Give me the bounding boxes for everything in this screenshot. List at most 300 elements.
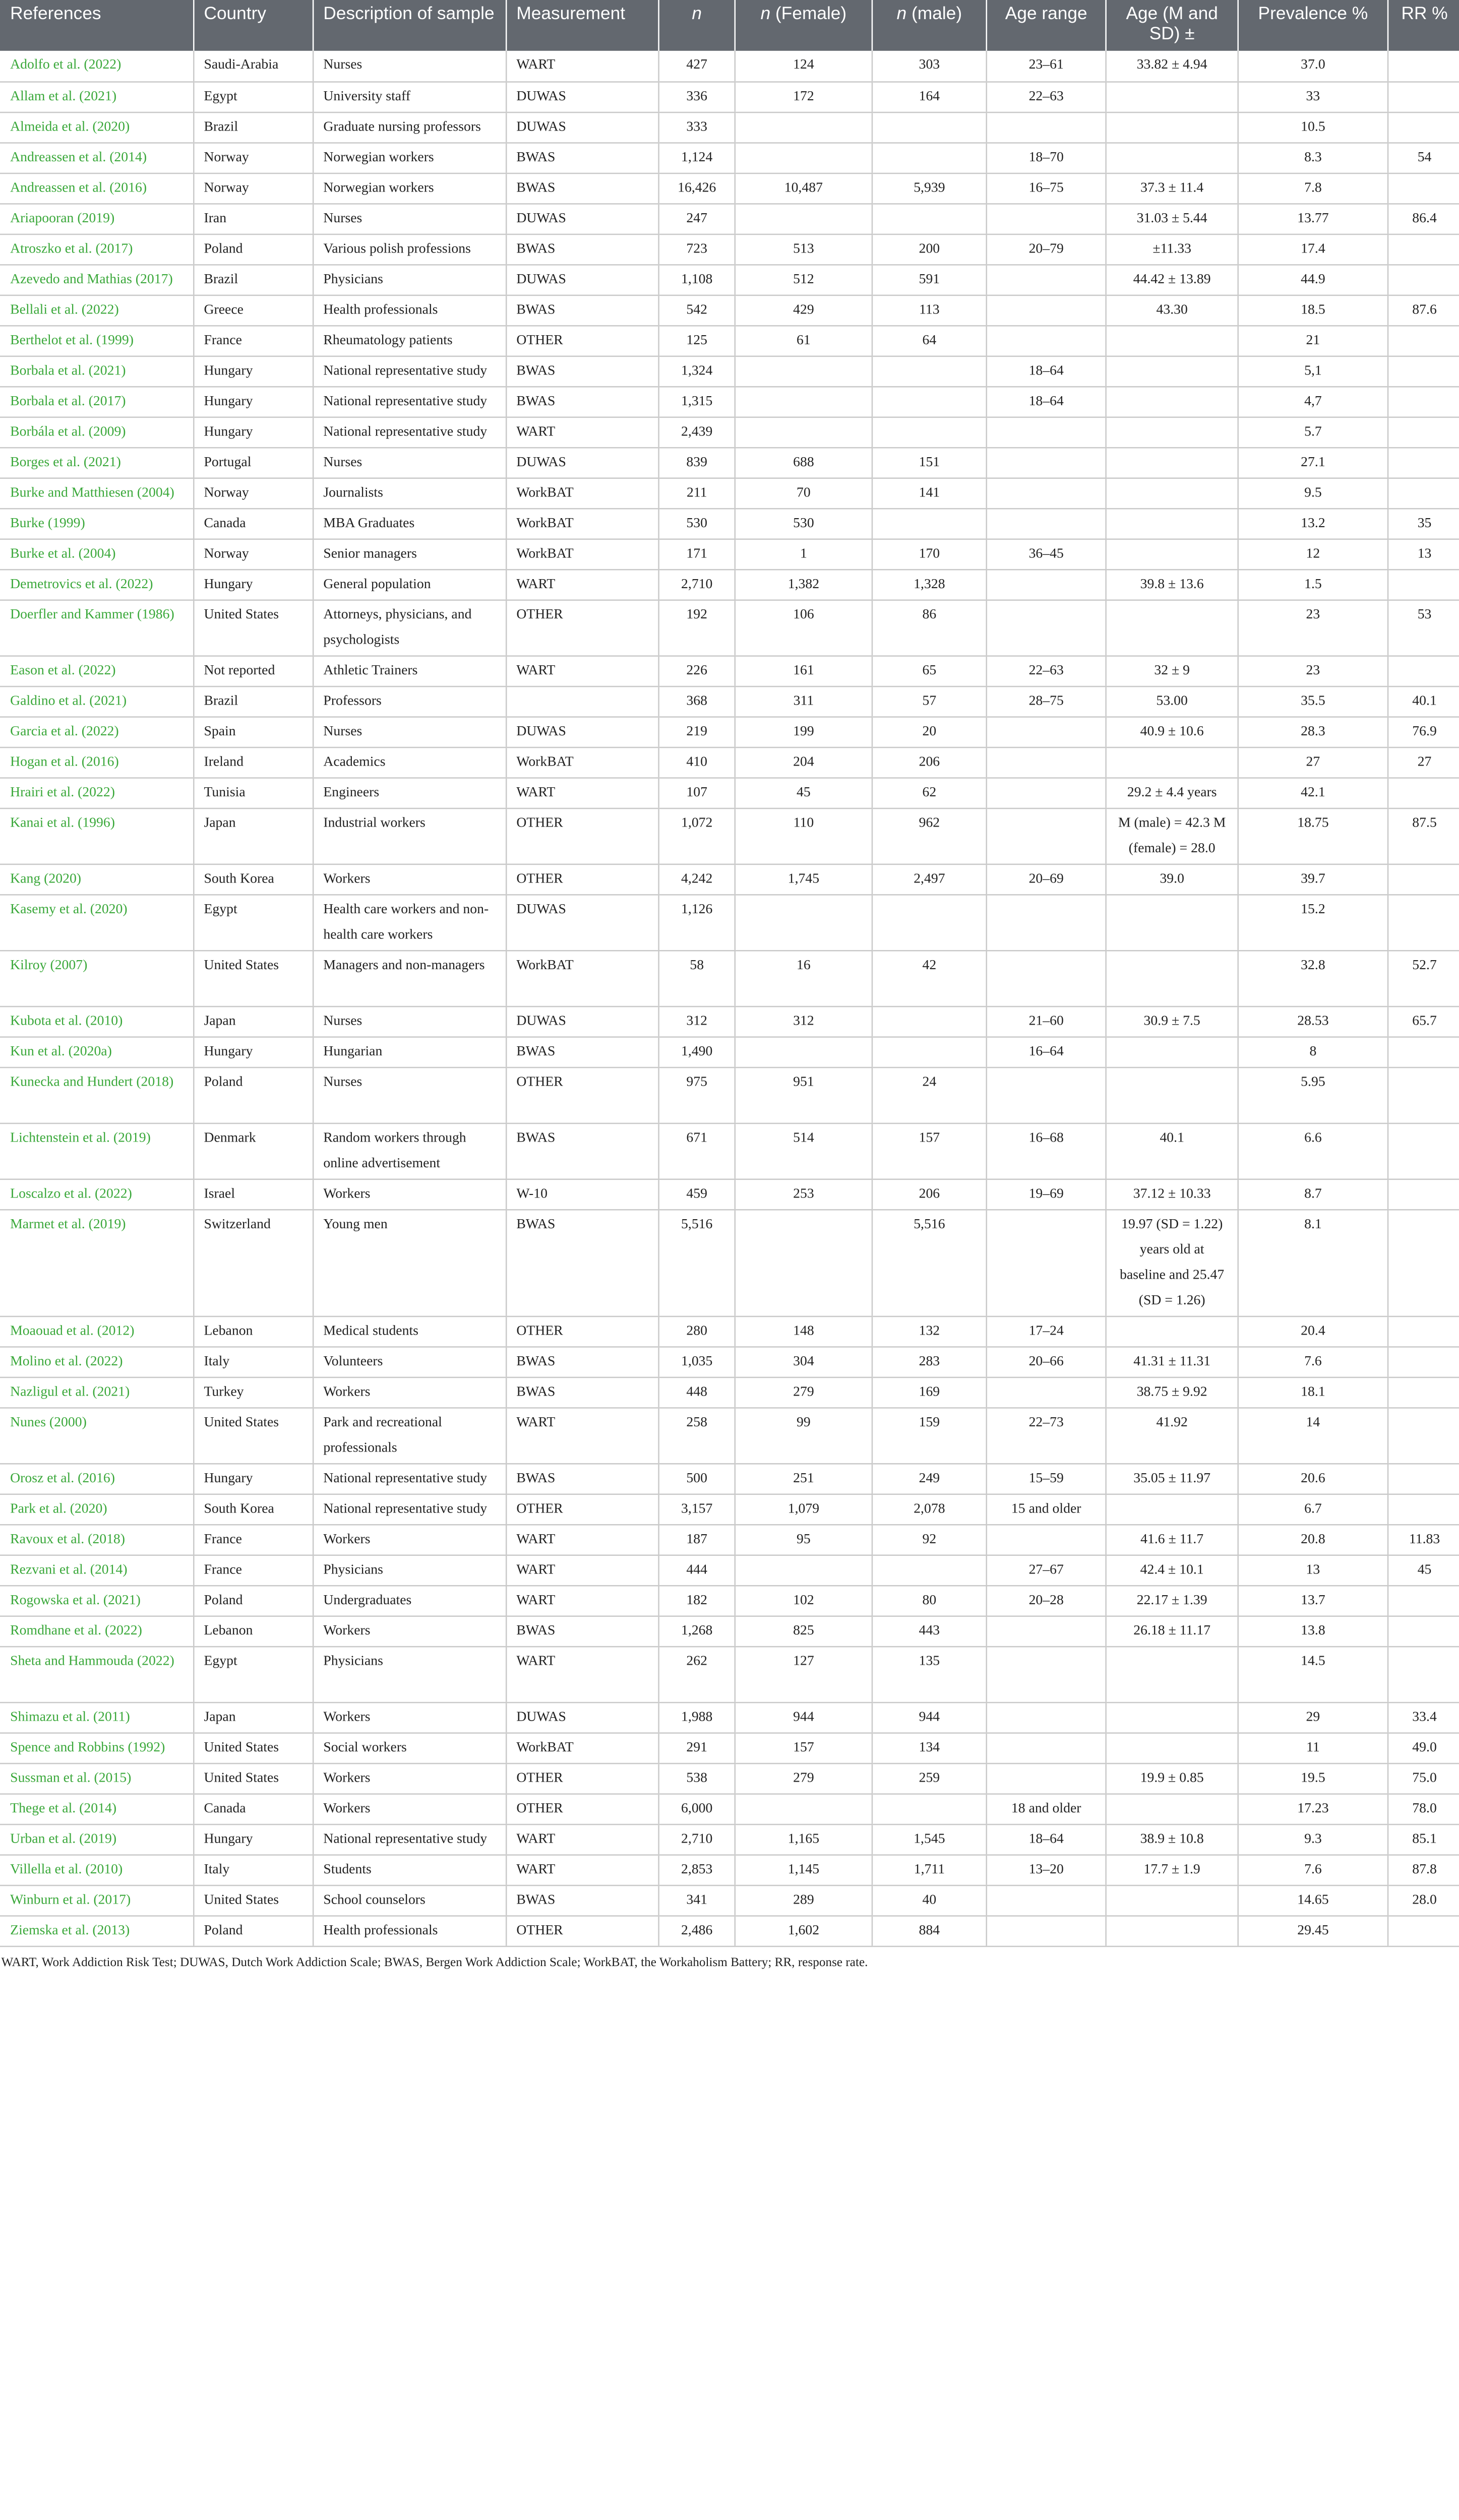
header-rr[interactable]: RR % (1387, 0, 1459, 51)
cell-country: United States (193, 1885, 313, 1915)
cell-prevalence: 14 (1237, 1407, 1387, 1463)
cell-reference[interactable]: Galdino et al. (2021) (0, 686, 193, 716)
cell-n-female: 311 (735, 686, 872, 716)
cell-n: 444 (658, 1554, 734, 1585)
cell-rr: 35 (1387, 508, 1459, 538)
cell-prevalence: 8 (1237, 1036, 1387, 1066)
cell-rr: 53 (1387, 599, 1459, 655)
cell-n: 211 (658, 478, 734, 508)
cell-n-male: 42 (872, 950, 986, 1006)
cell-measurement: BWAS (506, 1209, 658, 1316)
cell-n-female: 10,487 (735, 173, 872, 203)
cell-measurement: DUWAS (506, 112, 658, 142)
cell-rr: 54 (1387, 142, 1459, 172)
cell-reference[interactable]: Loscalzo et al. (2022) (0, 1179, 193, 1209)
cell-reference[interactable]: Villella et al. (2010) (0, 1854, 193, 1884)
cell-rr (1387, 112, 1459, 142)
cell-country: Hungary (193, 1824, 313, 1854)
cell-description: Engineers (313, 777, 506, 807)
cell-country: Norway (193, 173, 313, 203)
cell-age-range (986, 716, 1106, 746)
cell-age-msd (1105, 356, 1237, 386)
cell-measurement: WART (506, 777, 658, 807)
table-row (0, 716, 1459, 746)
cell-measurement: OTHER (506, 1067, 658, 1123)
cell-measurement: OTHER (506, 1793, 658, 1823)
cell-description: Workers (313, 1793, 506, 1823)
cell-prevalence: 33 (1237, 81, 1387, 111)
cell-n-male: 303 (872, 51, 986, 81)
cell-reference[interactable]: Kubota et al. (2010) (0, 1006, 193, 1036)
cell-n-male (872, 508, 986, 538)
cell-age-range: 22–63 (986, 81, 1106, 111)
cell-n-female (735, 203, 872, 233)
cell-n-female: 16 (735, 950, 872, 1006)
cell-reference[interactable]: Burke (1999) (0, 508, 193, 538)
cell-measurement: OTHER (506, 1915, 658, 1945)
cell-country: Canada (193, 1793, 313, 1823)
cell-age-range: 22–63 (986, 655, 1106, 685)
table-row (0, 1854, 1459, 1884)
cell-n-female: 514 (735, 1123, 872, 1179)
cell-n: 171 (658, 538, 734, 569)
cell-description: National representative study (313, 356, 506, 386)
cell-reference[interactable]: Hogan et al. (2016) (0, 747, 193, 777)
cell-n-male (872, 894, 986, 950)
cell-reference[interactable]: Thege et al. (2014) (0, 1793, 193, 1823)
cell-prevalence: 28.3 (1237, 716, 1387, 746)
cell-reference[interactable]: Shimazu et al. (2011) (0, 1702, 193, 1732)
cell-country: United States (193, 1732, 313, 1762)
cell-n-male: 206 (872, 747, 986, 777)
cell-prevalence: 23 (1237, 655, 1387, 685)
cell-reference[interactable]: Burke and Matthiesen (2004) (0, 478, 193, 508)
cell-n-male (872, 417, 986, 447)
cell-description: Senior managers (313, 538, 506, 569)
cell-reference[interactable]: Garcia et al. (2022) (0, 716, 193, 746)
cell-rr: 28.0 (1387, 1885, 1459, 1915)
cell-reference[interactable]: Eason et al. (2022) (0, 655, 193, 685)
cell-age-range: 36–45 (986, 538, 1106, 569)
cell-reference[interactable]: Almeida et al. (2020) (0, 112, 193, 142)
cell-age-msd: 53.00 (1105, 686, 1237, 716)
cell-measurement: OTHER (506, 808, 658, 864)
cell-age-msd: 44.42 ± 13.89 (1105, 264, 1237, 294)
cell-age-range: 20–66 (986, 1346, 1106, 1376)
cell-description: MBA Graduates (313, 508, 506, 538)
cell-description: General population (313, 569, 506, 599)
cell-age-range (986, 295, 1106, 325)
cell-n: 182 (658, 1585, 734, 1615)
cell-n: 459 (658, 1179, 734, 1209)
cell-rr (1387, 356, 1459, 386)
header-n[interactable]: n (658, 0, 734, 51)
cell-n: 247 (658, 203, 734, 233)
cell-n: 262 (658, 1646, 734, 1702)
cell-description: University staff (313, 81, 506, 111)
cell-age-range: 23–61 (986, 51, 1106, 81)
cell-reference[interactable]: Sheta and Hammouda (2022) (0, 1646, 193, 1702)
cell-age-range: 16–68 (986, 1123, 1106, 1179)
cell-reference[interactable]: Azevedo and Mathias (2017) (0, 264, 193, 294)
table-row (0, 447, 1459, 477)
header-measurement[interactable]: Measurement (506, 0, 658, 51)
cell-description: Health professionals (313, 295, 506, 325)
cell-n-male: 134 (872, 1732, 986, 1762)
cell-n-female: 951 (735, 1067, 872, 1123)
cell-rr: 87.8 (1387, 1854, 1459, 1884)
cell-reference[interactable]: Ariapooran (2019) (0, 203, 193, 233)
cell-age-msd: 42.4 ± 10.1 (1105, 1554, 1237, 1585)
table-row (0, 356, 1459, 386)
cell-country: Japan (193, 1006, 313, 1036)
cell-country: Poland (193, 1915, 313, 1945)
table-row (0, 1067, 1459, 1123)
table-row (0, 569, 1459, 599)
cell-reference[interactable]: Moaouad et al. (2012) (0, 1316, 193, 1346)
cell-n: 3,157 (658, 1494, 734, 1524)
header-description[interactable]: Description of sample (313, 0, 506, 51)
cell-reference[interactable]: Kanai et al. (1996) (0, 808, 193, 864)
cell-n-female (735, 894, 872, 950)
cell-reference[interactable]: Bellali et al. (2022) (0, 295, 193, 325)
cell-n-female: 312 (735, 1006, 872, 1036)
cell-n-male: 443 (872, 1615, 986, 1646)
cell-rr (1387, 478, 1459, 508)
cell-n-female: 253 (735, 1179, 872, 1209)
cell-reference[interactable]: Kasemy et al. (2020) (0, 894, 193, 950)
cell-description: National representative study (313, 1824, 506, 1854)
cell-prevalence: 8.7 (1237, 1179, 1387, 1209)
cell-reference[interactable]: Nunes (2000) (0, 1407, 193, 1463)
cell-age-msd: 41.6 ± 11.7 (1105, 1524, 1237, 1554)
cell-rr (1387, 1615, 1459, 1646)
cell-age-msd (1105, 508, 1237, 538)
cell-age-range: 13–20 (986, 1854, 1106, 1884)
cell-age-range: 27–67 (986, 1554, 1106, 1585)
cell-reference[interactable]: Romdhane et al. (2022) (0, 1615, 193, 1646)
cell-rr (1387, 1463, 1459, 1493)
cell-age-range (986, 264, 1106, 294)
cell-n: 192 (658, 599, 734, 655)
cell-country: Brazil (193, 686, 313, 716)
cell-prevalence: 32.8 (1237, 950, 1387, 1006)
cell-country: Ireland (193, 747, 313, 777)
cell-reference[interactable]: Kun et al. (2020a) (0, 1036, 193, 1066)
cell-n-female: 102 (735, 1585, 872, 1615)
cell-rr: 75.0 (1387, 1763, 1459, 1793)
cell-measurement: WART (506, 1824, 658, 1854)
cell-reference[interactable]: Winburn et al. (2017) (0, 1885, 193, 1915)
table-row (0, 1585, 1459, 1615)
table-row (0, 1524, 1459, 1554)
cell-n: 2,439 (658, 417, 734, 447)
table-row (0, 51, 1459, 81)
cell-country: Hungary (193, 1036, 313, 1066)
cell-rr: 76.9 (1387, 716, 1459, 746)
cell-rr (1387, 1067, 1459, 1123)
cell-n: 839 (658, 447, 734, 477)
cell-prevalence: 13 (1237, 1554, 1387, 1585)
cell-reference[interactable]: Ziemska et al. (2013) (0, 1915, 193, 1945)
cell-reference[interactable]: Burke et al. (2004) (0, 538, 193, 569)
cell-n: 2,486 (658, 1915, 734, 1945)
cell-n: 6,000 (658, 1793, 734, 1823)
cell-n-female (735, 1036, 872, 1066)
cell-n-female: 157 (735, 1732, 872, 1762)
cell-reference[interactable]: Kilroy (2007) (0, 950, 193, 1006)
cell-rr (1387, 234, 1459, 264)
cell-prevalence: 7.6 (1237, 1854, 1387, 1884)
cell-n-female: 1,079 (735, 1494, 872, 1524)
cell-prevalence: 37.0 (1237, 51, 1387, 81)
cell-prevalence: 17.23 (1237, 1793, 1387, 1823)
cell-age-msd (1105, 538, 1237, 569)
cell-age-msd: 39.8 ± 13.6 (1105, 569, 1237, 599)
cell-reference[interactable]: Nazligul et al. (2021) (0, 1377, 193, 1407)
cell-reference[interactable]: Lichtenstein et al. (2019) (0, 1123, 193, 1179)
cell-reference[interactable]: Kunecka and Hundert (2018) (0, 1067, 193, 1123)
cell-country: Denmark (193, 1123, 313, 1179)
cell-reference[interactable]: Berthelot et al. (1999) (0, 325, 193, 355)
cell-reference[interactable]: Rogowska et al. (2021) (0, 1585, 193, 1615)
cell-age-msd (1105, 747, 1237, 777)
cell-n: 427 (658, 51, 734, 81)
cell-n-female: 45 (735, 777, 872, 807)
cell-age-range: 18–64 (986, 356, 1106, 386)
cell-prevalence: 9.5 (1237, 478, 1387, 508)
cell-reference[interactable]: Kang (2020) (0, 864, 193, 894)
cell-prevalence: 6.7 (1237, 1494, 1387, 1524)
table-row (0, 747, 1459, 777)
cell-n-male: 259 (872, 1763, 986, 1793)
cell-prevalence: 13.7 (1237, 1585, 1387, 1615)
cell-reference[interactable]: Adolfo et al. (2022) (0, 51, 193, 81)
cell-measurement: BWAS (506, 356, 658, 386)
header-age-range[interactable]: Age range (986, 0, 1106, 51)
cell-n: 1,126 (658, 894, 734, 950)
cell-country: Greece (193, 295, 313, 325)
cell-measurement: WART (506, 51, 658, 81)
cell-description: National representative study (313, 1494, 506, 1524)
cell-age-range: 18–70 (986, 142, 1106, 172)
table-row (0, 173, 1459, 203)
cell-reference[interactable]: Marmet et al. (2019) (0, 1209, 193, 1316)
cell-reference[interactable]: Andreassen et al. (2016) (0, 173, 193, 203)
cell-reference[interactable]: Rezvani et al. (2014) (0, 1554, 193, 1585)
cell-prevalence: 14.5 (1237, 1646, 1387, 1702)
cell-prevalence: 13.8 (1237, 1615, 1387, 1646)
cell-age-msd (1105, 1702, 1237, 1732)
cell-description: Nurses (313, 447, 506, 477)
table-row (0, 1885, 1459, 1915)
cell-reference[interactable]: Borbála et al. (2009) (0, 417, 193, 447)
cell-prevalence: 21 (1237, 325, 1387, 355)
cell-n: 2,710 (658, 1824, 734, 1854)
cell-prevalence: 27 (1237, 747, 1387, 777)
cell-prevalence: 29.45 (1237, 1915, 1387, 1945)
cell-n-male: 151 (872, 447, 986, 477)
cell-country: Poland (193, 234, 313, 264)
cell-description: Young men (313, 1209, 506, 1316)
cell-country: Brazil (193, 112, 313, 142)
cell-country: Israel (193, 1179, 313, 1209)
cell-reference[interactable]: Borges et al. (2021) (0, 447, 193, 477)
cell-country: Canada (193, 508, 313, 538)
cell-n-female: 124 (735, 51, 872, 81)
cell-country: Portugal (193, 447, 313, 477)
cell-n-male: 1,711 (872, 1854, 986, 1884)
cell-reference[interactable]: Atroszko et al. (2017) (0, 234, 193, 264)
cell-n-female: 148 (735, 1316, 872, 1346)
cell-description: Journalists (313, 478, 506, 508)
cell-reference[interactable]: Urban et al. (2019) (0, 1824, 193, 1854)
cell-n-male (872, 1793, 986, 1823)
cell-measurement: BWAS (506, 386, 658, 416)
cell-n-male: 113 (872, 295, 986, 325)
cell-age-range (986, 808, 1106, 864)
table-row (0, 1824, 1459, 1854)
cell-rr (1387, 1036, 1459, 1066)
cell-description: Attorneys, physicians, and psychologists (313, 599, 506, 655)
cell-reference[interactable]: Ravoux et al. (2018) (0, 1524, 193, 1554)
header-n-male[interactable]: n (male) (872, 0, 986, 51)
header-age-msd[interactable]: Age (M and SD) ± (1105, 0, 1237, 51)
cell-measurement: DUWAS (506, 447, 658, 477)
table-row (0, 1377, 1459, 1407)
cell-measurement: DUWAS (506, 716, 658, 746)
cell-reference[interactable]: Sussman et al. (2015) (0, 1763, 193, 1793)
cell-description: Workers (313, 864, 506, 894)
cell-n: 1,315 (658, 386, 734, 416)
cell-reference[interactable]: Orosz et al. (2016) (0, 1463, 193, 1493)
cell-description: Physicians (313, 1646, 506, 1702)
cell-rr: 49.0 (1387, 1732, 1459, 1762)
cell-rr: 78.0 (1387, 1793, 1459, 1823)
header-references[interactable]: References (0, 0, 193, 51)
cell-reference[interactable]: Andreassen et al. (2014) (0, 142, 193, 172)
cell-age-range (986, 1524, 1106, 1554)
cell-prevalence: 7.6 (1237, 1346, 1387, 1376)
cell-country: Italy (193, 1854, 313, 1884)
table-row (0, 142, 1459, 172)
cell-age-msd: 19.9 ± 0.85 (1105, 1763, 1237, 1793)
cell-measurement: BWAS (506, 295, 658, 325)
cell-age-msd (1105, 1646, 1237, 1702)
cell-age-msd (1105, 386, 1237, 416)
cell-n: 410 (658, 747, 734, 777)
cell-measurement: DUWAS (506, 203, 658, 233)
table-row (0, 1646, 1459, 1702)
cell-reference[interactable]: Molino et al. (2022) (0, 1346, 193, 1376)
cell-description: Workers (313, 1615, 506, 1646)
cell-n-male: 962 (872, 808, 986, 864)
cell-age-msd: 19.97 (SD = 1.22) years old at baseline and 25.47 (SD = 1.26) (1105, 1209, 1237, 1316)
cell-age-range (986, 894, 1106, 950)
cell-n: 538 (658, 1763, 734, 1793)
cell-measurement: OTHER (506, 1316, 658, 1346)
table-row (0, 295, 1459, 325)
cell-age-range (986, 447, 1106, 477)
cell-prevalence: 14.65 (1237, 1885, 1387, 1915)
cell-measurement: W-10 (506, 1179, 658, 1209)
cell-n-male (872, 1554, 986, 1585)
cell-reference[interactable]: Borbala et al. (2017) (0, 386, 193, 416)
cell-n: 671 (658, 1123, 734, 1179)
table-row (0, 508, 1459, 538)
header-prevalence[interactable]: Prevalence % (1237, 0, 1387, 51)
header-n-female[interactable]: n (Female) (735, 0, 872, 51)
cell-n: 542 (658, 295, 734, 325)
cell-n-female: 512 (735, 264, 872, 294)
cell-age-range (986, 1209, 1106, 1316)
cell-reference[interactable]: Borbala et al. (2021) (0, 356, 193, 386)
cell-country: Saudi-Arabia (193, 51, 313, 81)
cell-age-msd: ±11.33 (1105, 234, 1237, 264)
cell-n-male (872, 1006, 986, 1036)
cell-country: Poland (193, 1585, 313, 1615)
cell-n-female: 530 (735, 508, 872, 538)
cell-measurement: DUWAS (506, 81, 658, 111)
cell-reference[interactable]: Demetrovics et al. (2022) (0, 569, 193, 599)
cell-description: Athletic Trainers (313, 655, 506, 685)
cell-prevalence: 20.8 (1237, 1524, 1387, 1554)
cell-reference[interactable]: Doerfler and Kammer (1986) (0, 599, 193, 655)
cell-reference[interactable]: Park et al. (2020) (0, 1494, 193, 1524)
cell-n-male: 200 (872, 234, 986, 264)
cell-country: Tunisia (193, 777, 313, 807)
cell-n-male: 65 (872, 655, 986, 685)
cell-reference[interactable]: Spence and Robbins (1992) (0, 1732, 193, 1762)
cell-prevalence: 13.2 (1237, 508, 1387, 538)
table-row (0, 1179, 1459, 1209)
cell-rr (1387, 81, 1459, 111)
cell-age-msd: 29.2 ± 4.4 years (1105, 777, 1237, 807)
cell-age-msd (1105, 417, 1237, 447)
cell-description: Hungarian (313, 1036, 506, 1066)
cell-description: Medical students (313, 1316, 506, 1346)
cell-n-male: 1,328 (872, 569, 986, 599)
cell-age-range: 21–60 (986, 1006, 1106, 1036)
header-country[interactable]: Country (193, 0, 313, 51)
cell-country: Egypt (193, 1646, 313, 1702)
cell-country: France (193, 1554, 313, 1585)
cell-n: 333 (658, 112, 734, 142)
cell-country: Hungary (193, 417, 313, 447)
cell-n-female: 1,165 (735, 1824, 872, 1854)
table-row (0, 777, 1459, 807)
table-row (0, 599, 1459, 655)
cell-country: Lebanon (193, 1316, 313, 1346)
cell-age-msd (1105, 447, 1237, 477)
cell-age-msd: 38.75 ± 9.92 (1105, 1377, 1237, 1407)
cell-age-range (986, 950, 1106, 1006)
table-row (0, 686, 1459, 716)
cell-reference[interactable]: Hrairi et al. (2022) (0, 777, 193, 807)
cell-prevalence: 12 (1237, 538, 1387, 569)
cell-reference[interactable]: Allam et al. (2021) (0, 81, 193, 111)
cell-n-male (872, 356, 986, 386)
cell-age-msd (1105, 1732, 1237, 1762)
cell-n-female (735, 1793, 872, 1823)
cell-rr (1387, 894, 1459, 950)
cell-description: Nurses (313, 1006, 506, 1036)
cell-age-msd (1105, 1915, 1237, 1945)
table-row (0, 1554, 1459, 1585)
table-row (0, 1615, 1459, 1646)
cell-age-range (986, 478, 1106, 508)
table-row (0, 1494, 1459, 1524)
